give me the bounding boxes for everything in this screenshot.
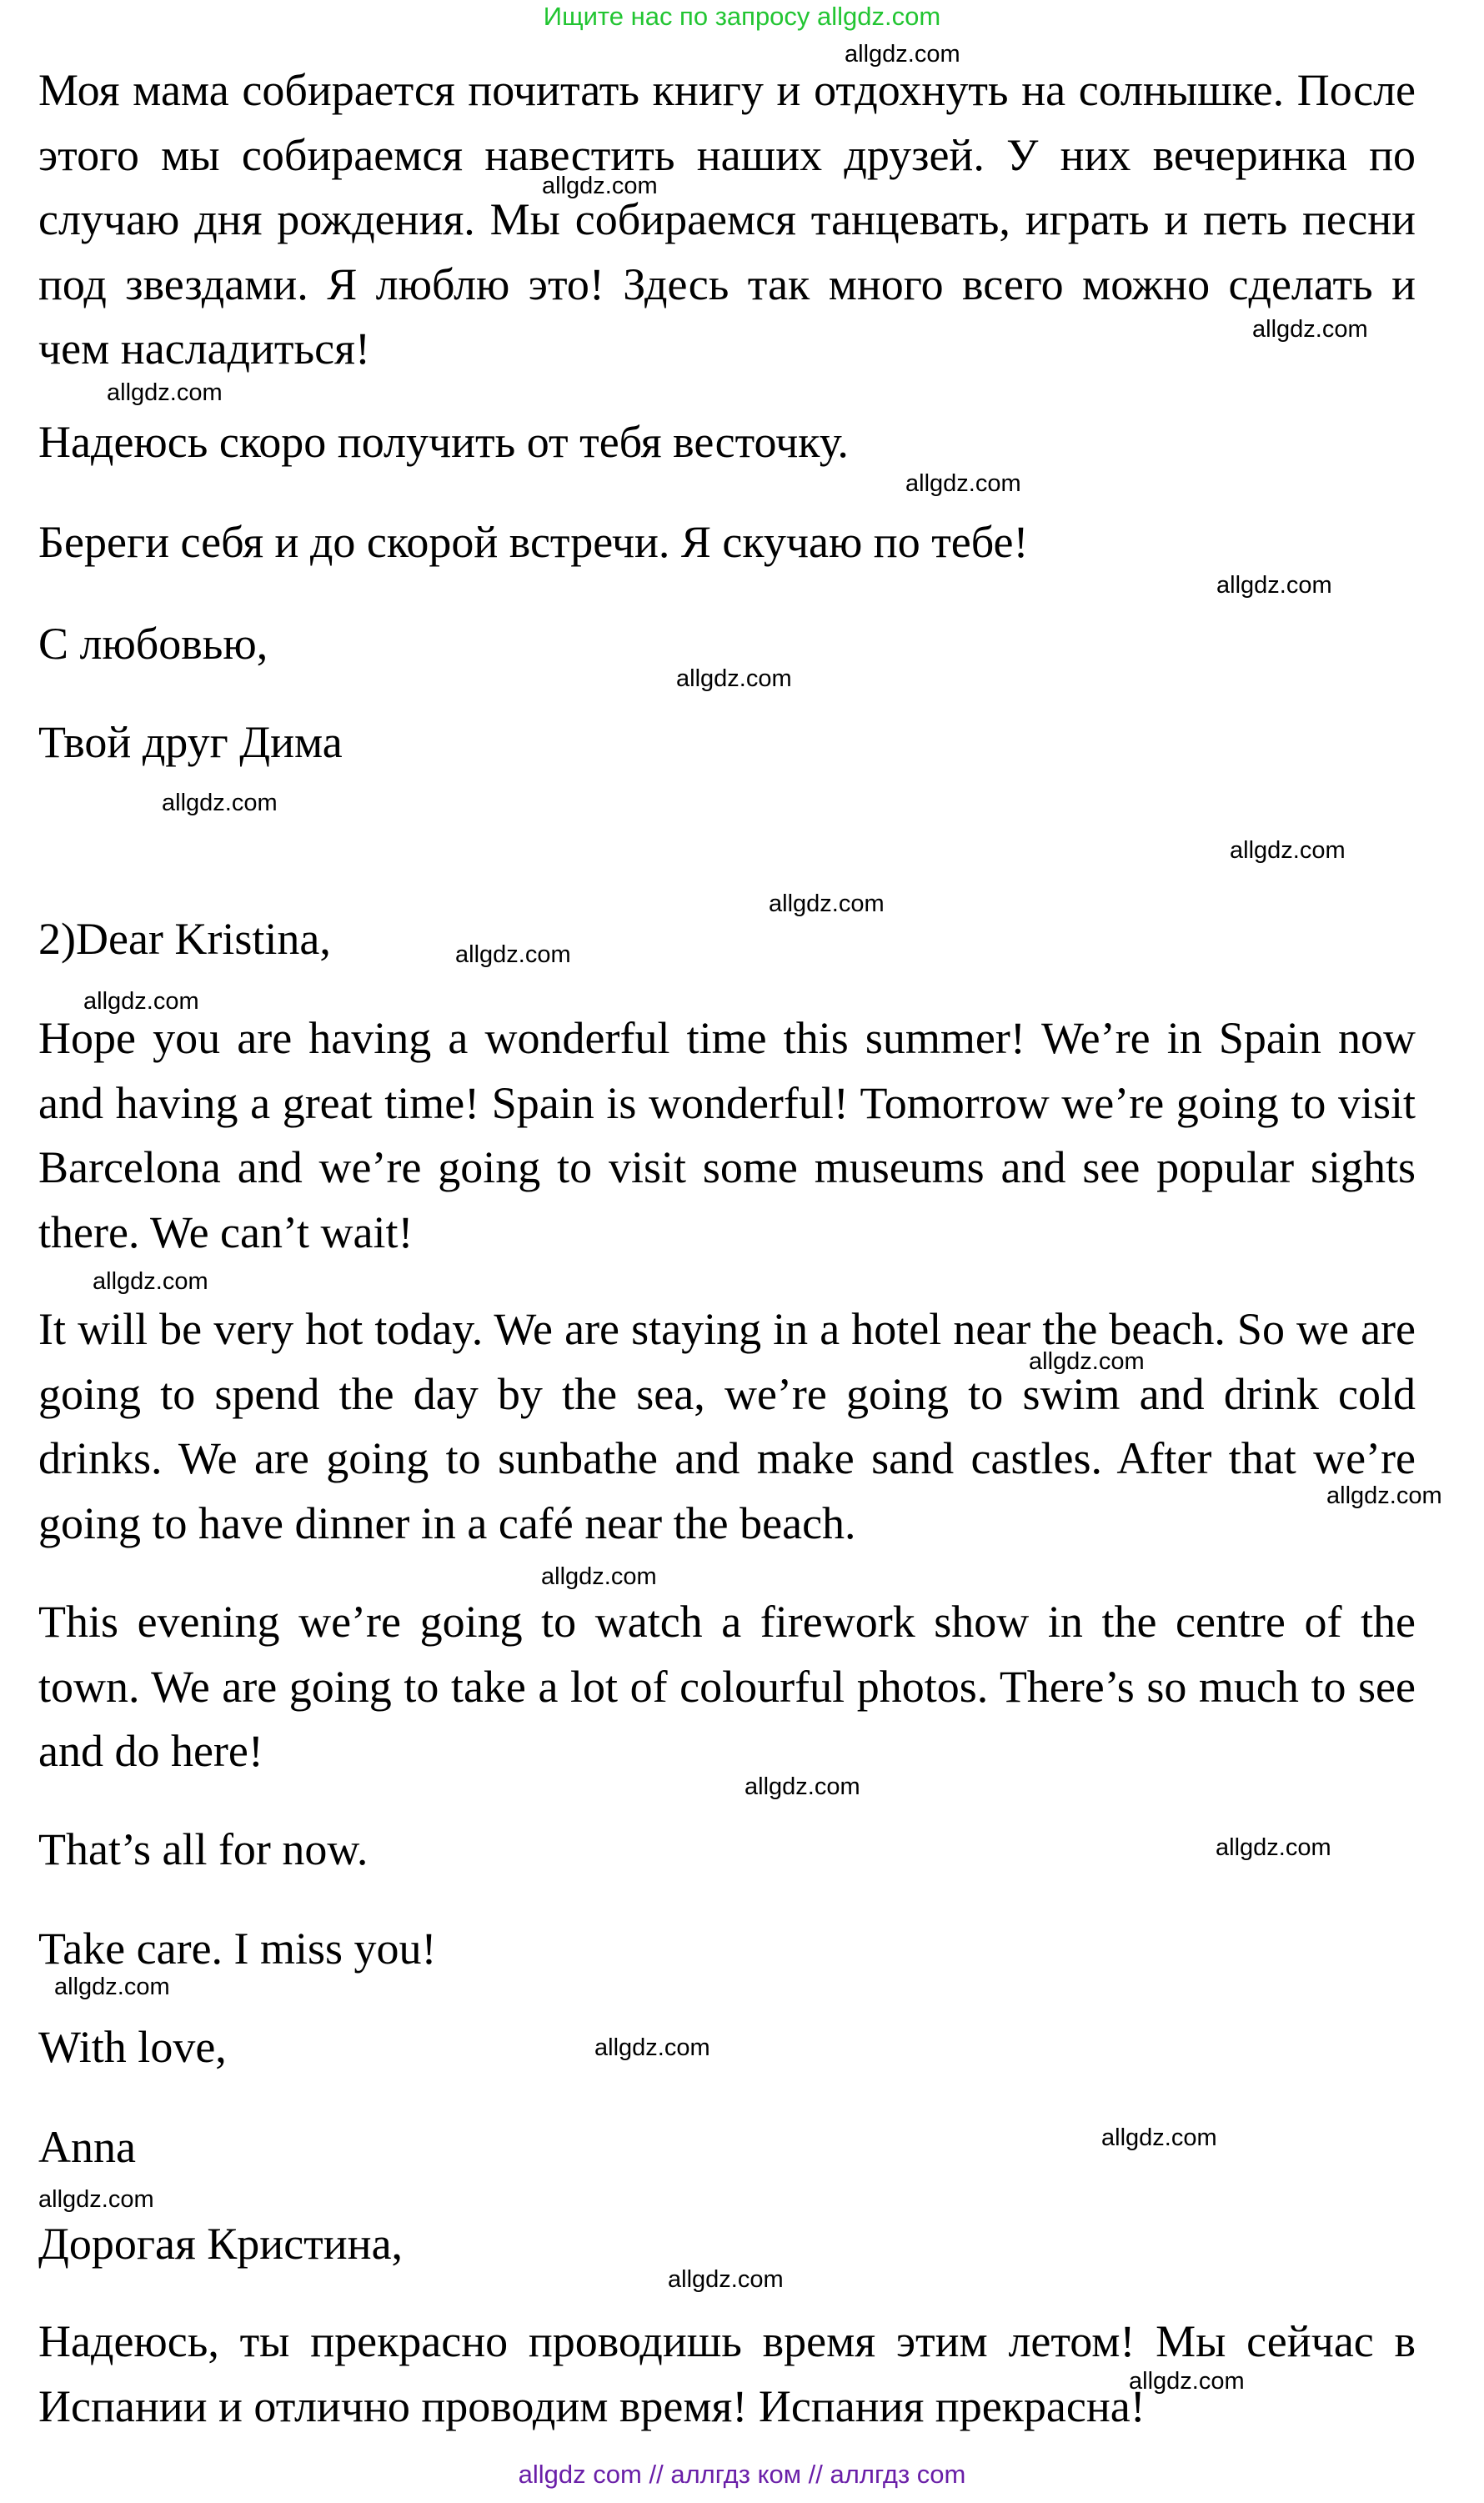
paragraph-thats-all-en: That’s all for now. bbox=[38, 1824, 368, 1874]
watermark: allgdz.com bbox=[1326, 1482, 1442, 1509]
paragraph-with-love-en: With love, bbox=[38, 2022, 227, 2072]
watermark: allgdz.com bbox=[1101, 2124, 1217, 2151]
watermark: allgdz.com bbox=[541, 1563, 657, 1590]
watermark: allgdz.com bbox=[38, 2186, 154, 2213]
watermark: allgdz.com bbox=[107, 379, 223, 406]
watermark: allgdz.com bbox=[1230, 837, 1346, 864]
watermark: allgdz.com bbox=[1216, 572, 1332, 599]
paragraph-hope-ru: Надеюсь, ты прекрасно проводишь время этим летом! Мы сейчас в Испании и отлично проводим время! Испания прекрасна! bbox=[38, 2316, 1416, 2431]
paragraph-signature-ru: Твой друг Дима bbox=[38, 717, 343, 767]
watermark: allgdz.com bbox=[745, 1773, 860, 1800]
watermark: allgdz.com bbox=[668, 2266, 784, 2293]
watermark: allgdz.com bbox=[162, 790, 278, 816]
paragraph-with-love-ru: С любовью, bbox=[38, 619, 268, 669]
paragraph-dima-plans: Моя мама собирается почитать книгу и отдохнуть на солнышке. После этого мы собираемся навестить наших друзей. У них вечеринка по случаю дня рождения. Мы собираемся танцевать, играть и петь песни под звездами. Я люблю это! Здесь так много всего можно сделать и чем насладиться! bbox=[38, 65, 1416, 374]
watermark: allgdz.com bbox=[542, 173, 658, 199]
watermark: allgdz.com bbox=[1216, 1834, 1331, 1861]
watermark: allgdz.com bbox=[905, 470, 1021, 497]
footer-link-allgdz-ru[interactable]: аллгдз ком bbox=[670, 2460, 802, 2489]
footer-separator: // bbox=[808, 2460, 823, 2489]
watermark: allgdz.com bbox=[845, 41, 960, 68]
search-banner[interactable]: Ищите нас по запросу allgdz.com bbox=[543, 2, 941, 31]
watermark: allgdz.com bbox=[594, 2034, 710, 2061]
footer-link-allgdz-mixed[interactable]: аллгдз com bbox=[830, 2460, 966, 2489]
paragraph-signature-en: Anna bbox=[38, 2122, 136, 2172]
watermark: allgdz.com bbox=[1129, 2368, 1245, 2395]
paragraph-greeting-ru: Дорогая Кристина, bbox=[38, 2219, 404, 2269]
paragraph-evening-en: This evening we’re going to watch a firework show in the centre of the town. We are going to take a lot of colourful photos. There’s so much to see and do here! bbox=[38, 1597, 1416, 1776]
footer-link-allgdz[interactable]: allgdz com bbox=[518, 2460, 642, 2489]
paragraph-hope-hear: Надеюсь скоро получить от тебя весточку. bbox=[38, 417, 849, 467]
watermark: allgdz.com bbox=[455, 941, 571, 968]
watermark: allgdz.com bbox=[54, 1974, 170, 2000]
paragraph-take-care-en: Take care. I miss you! bbox=[38, 1924, 437, 1974]
watermark: allgdz.com bbox=[93, 1268, 208, 1295]
footer-separator: // bbox=[649, 2460, 664, 2489]
paragraph-take-care-ru: Береги себя и до скорой встречи. Я скучаю по тебе! bbox=[38, 517, 1029, 567]
watermark: allgdz.com bbox=[83, 988, 199, 1015]
watermark: allgdz.com bbox=[1252, 316, 1368, 343]
watermark: allgdz.com bbox=[1029, 1348, 1145, 1375]
watermark: allgdz.com bbox=[676, 665, 792, 692]
watermark: allgdz.com bbox=[769, 890, 885, 917]
paragraph-greeting-en: 2)Dear Kristina, bbox=[38, 914, 331, 964]
paragraph-hot-today-en: It will be very hot today. We are staying in a hotel near the beach. So we are going to spend the day by the sea, we’re going to swim and drink cold drinks. We are going to sunbathe and make sand castles. After that we’re going to have dinner in a café near the beach. bbox=[38, 1304, 1416, 1548]
paragraph-spain-en: Hope you are having a wonderful time this summer! We’re in Spain now and having a great time! Spain is wonderful! Tomorrow we’re going to visit Barcelona and we’re going to visit some museums and see popular sights there. We can’t wait! bbox=[38, 1013, 1416, 1257]
footer-links bbox=[0, 2458, 1484, 2491]
